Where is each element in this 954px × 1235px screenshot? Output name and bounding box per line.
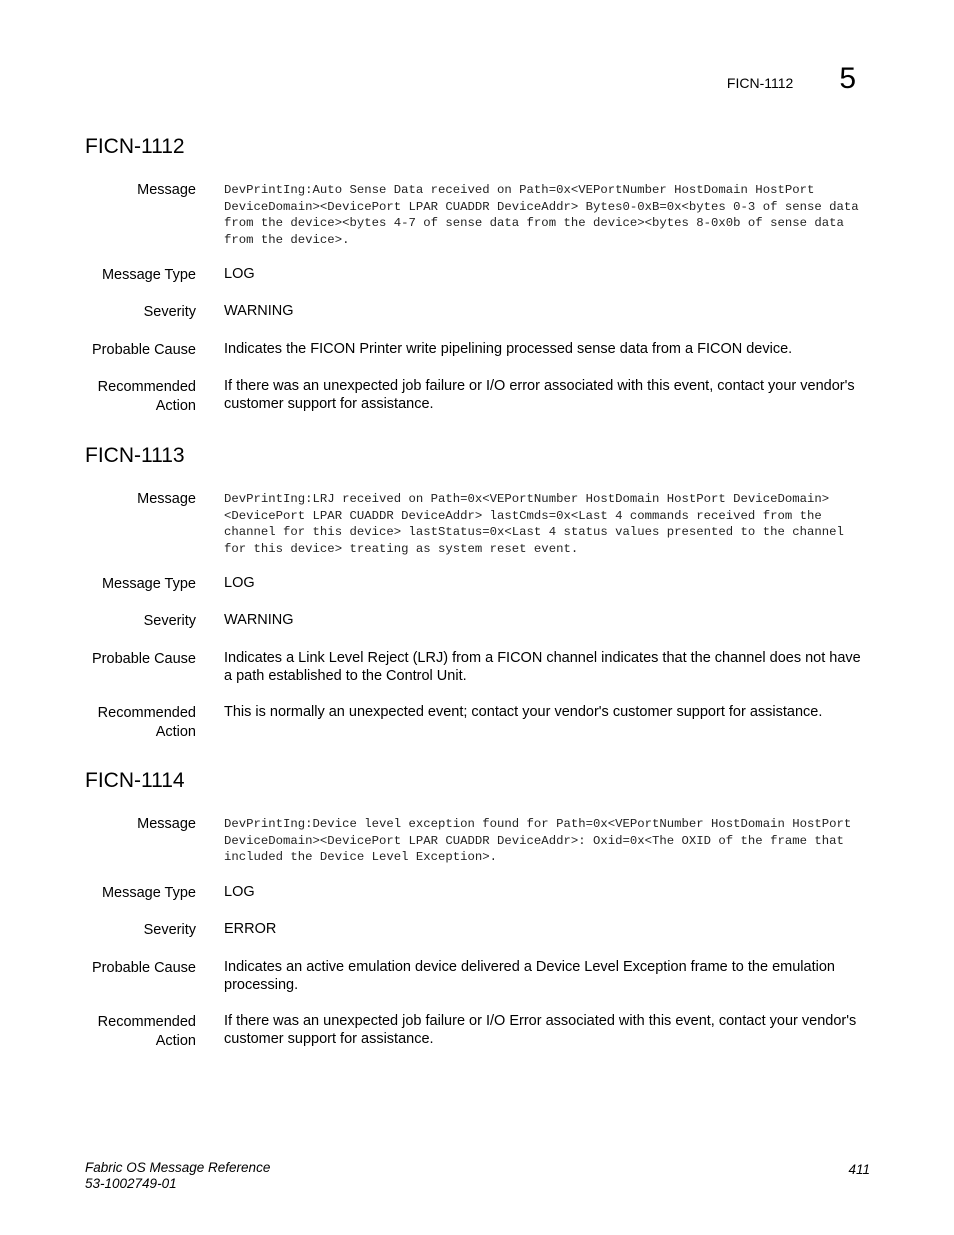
footer-doc-title: Fabric OS Message Reference <box>85 1160 271 1175</box>
footer-doc-number: 53-1002749-01 <box>85 1176 177 1191</box>
probable-cause-label: Probable Cause <box>92 960 196 976</box>
recommended-action-value: This is normally an unexpected event; contact your vendor's customer support for assistance. <box>224 704 823 720</box>
message-label: Message <box>137 182 196 198</box>
probable-cause-label: Probable Cause <box>92 651 196 667</box>
page-number: 411 <box>848 1162 870 1177</box>
recommended-action-label <box>56 704 196 742</box>
message-text: DevPrintIng:LRJ received on Path=0x<VEPortNumber HostDomain HostPort DeviceDomain><DevicePort LPAR CUADDR DeviceAddr> lastCmds=0x<Last 4 commands received from the channel for this device> lastStatus=0x<Last 4 status values presented to the channel for this device> treating as system reset event. <box>224 492 844 556</box>
probable-cause-value: Indicates the FICON Printer write pipelining processed sense data from a FICON device. <box>224 341 793 357</box>
recommended-action-value: If there was an unexpected job failure or I/O Error associated with this event, contact your vendor's customer support for assistance. <box>224 1013 857 1047</box>
entry-title: FICN-1112 <box>85 135 185 158</box>
probable-cause-value: Indicates an active emulation device delivered a Device Level Exception frame to the emulation processing. <box>224 959 835 993</box>
running-head-title: FICN-1112 <box>726 75 794 91</box>
message-type-value: LOG <box>224 575 255 591</box>
severity-value: WARNING <box>224 612 294 628</box>
action-word: Action <box>155 398 196 414</box>
running-head <box>727 62 856 96</box>
message-label: Message <box>137 491 196 507</box>
severity-label: Severity <box>143 922 196 938</box>
recommended-word: Recommended <box>97 705 196 721</box>
message-type-value: LOG <box>224 884 255 900</box>
entry-title: FICN-1113 <box>85 444 185 467</box>
message-type-label: Message Type <box>101 576 196 592</box>
action-word: Action <box>155 724 196 740</box>
message-text: DevPrintIng:Auto Sense Data received on Path=0x<VEPortNumber HostDomain HostPort DeviceDomain><DevicePort LPAR CUADDR DeviceAddr> Bytes0-0xB=0x<bytes 0-3 of sense data from the device><bytes 4-7 of sense data from the device><bytes 8-0x0b of sense data from the device>. <box>224 183 859 247</box>
message-label: Message <box>137 816 196 832</box>
recommended-word: Recommended <box>97 1014 196 1030</box>
recommended-word: Recommended <box>97 379 196 395</box>
chapter-number: 5 <box>839 62 856 95</box>
message-type-value: LOG <box>224 266 255 282</box>
severity-label: Severity <box>143 304 196 320</box>
action-word: Action <box>155 1033 196 1049</box>
footer-doc-info <box>85 1160 270 1192</box>
message-text: DevPrintIng:Device level exception found for Path=0x<VEPortNumber HostDomain HostPort DeviceDomain><DevicePort LPAR CUADDR DeviceAddr>: Oxid=0x<The OXID of the frame that included the Device Level Exception>. <box>224 817 852 864</box>
message-type-label: Message Type <box>101 885 196 901</box>
recommended-action-label <box>56 378 196 416</box>
probable-cause-value: Indicates a Link Level Reject (LRJ) from a FICON channel indicates that the channel does not have a path established to the Control Unit. <box>224 650 861 684</box>
severity-value: ERROR <box>224 921 277 937</box>
probable-cause-label: Probable Cause <box>92 342 196 358</box>
severity-label: Severity <box>143 613 196 629</box>
recommended-action-value: If there was an unexpected job failure or I/O error associated with this event, contact your vendor's customer support for assistance. <box>224 378 855 412</box>
severity-value: WARNING <box>224 303 294 319</box>
message-type-label: Message Type <box>101 267 196 283</box>
recommended-action-label <box>56 1013 196 1051</box>
entry-title: FICN-1114 <box>85 769 185 792</box>
